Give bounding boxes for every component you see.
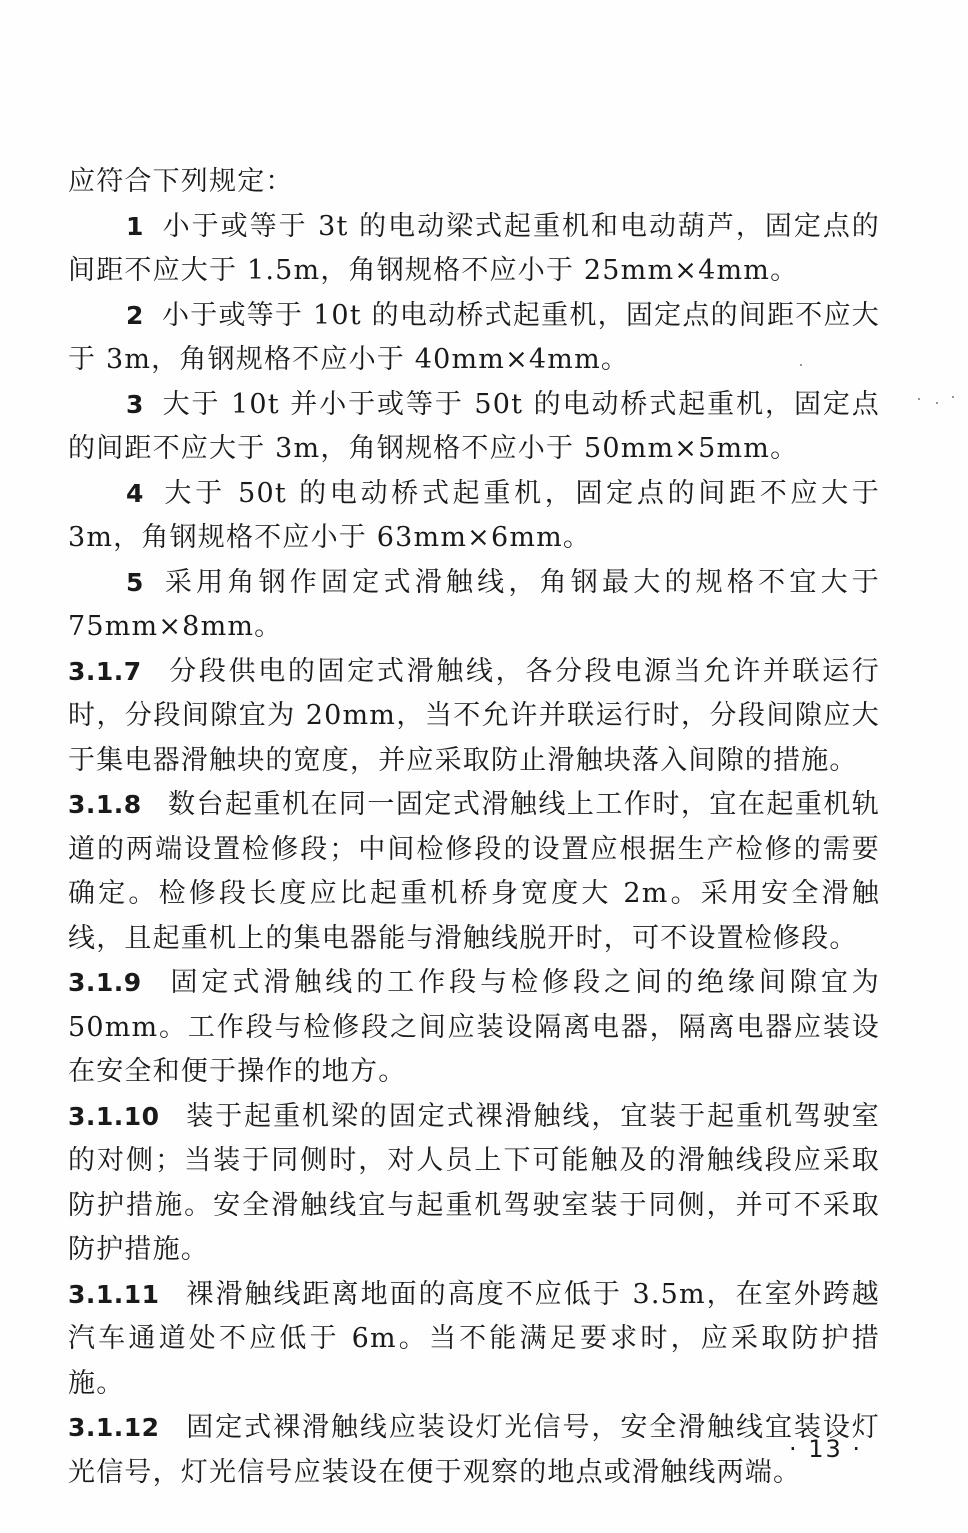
- list-item: [68, 561, 880, 650]
- clause-number: 3.1.8: [68, 790, 142, 819]
- clause-number: 3.1.11: [68, 1279, 160, 1309]
- item-text: 小于或等于 10t 的电动桥式起重机，固定点的间距不应大于 3m，角钢规格不应小于 40mm×4mm。: [68, 299, 880, 375]
- clause-text: 固定式裸滑触线应装设灯光信号，安全滑触线宜装设灯光信号，灯光信号应装设在便于观察的地点或滑触线两端。: [68, 1412, 880, 1488]
- item-number: 3: [126, 389, 144, 419]
- intro-line: 应符合下列规定：: [68, 166, 294, 197]
- clause-text: 装于起重机梁的固定式裸滑触线，宜装于起重机驾驶室的对侧；当装于同侧时，对人员上下可能触及的滑触线段应采取防护措施。安全滑触线宜与起重机驾驶室装于同侧，并可不采取防护措施。: [68, 1100, 880, 1265]
- clause-number: 3.1.10: [68, 1101, 160, 1131]
- clause-text: 固定式滑触线的工作段与检修段之间的绝缘间隙宜为50mm。工作段与检修段之间应装设隔离电器，隔离电器应装设在安全和便于操作的地方。: [68, 967, 880, 1087]
- clause-number: 3.1.9: [68, 968, 142, 997]
- item-number: 4: [126, 478, 144, 508]
- body-text: [68, 160, 880, 1495]
- clause-paragraph: [68, 1273, 880, 1407]
- item-text: 大于 10t 并小于或等于 50t 的电动桥式起重机，固定点的间距不应大于 3m，角钢规格不应小于 50mm×5mm。: [68, 388, 880, 464]
- page-number: · 13 ·: [788, 1435, 862, 1463]
- item-text: 小于或等于 3t 的电动梁式起重机和电动葫芦，固定点的间距不应大于 1.5m，角钢规格不应小于 25mm×4mm。: [68, 210, 880, 286]
- list-item: [68, 294, 880, 383]
- list-item: [68, 472, 880, 561]
- item-text: 采用角钢作固定式滑触线，角钢最大的规格不宜大于75mm×8mm。: [68, 566, 880, 642]
- list-item: [68, 383, 880, 472]
- item-number: 2: [126, 300, 144, 330]
- clause-text: 裸滑触线距离地面的高度不应低于 3.5m，在室外跨越汽车通道处不应低于 6m。当不能满足要求时，应采取防护措施。: [68, 1278, 880, 1399]
- clause-text: 分段供电的固定式滑触线，各分段电源当允许并联运行时，分段间隙宜为 20mm，当不允许并联运行时，分段间隙应大于集电器滑触块的宽度，并应采取防止滑触块落入间隙的措施。: [68, 655, 880, 776]
- clause-paragraph: [68, 650, 880, 784]
- clause-paragraph: [68, 1406, 880, 1495]
- clause-text: 数台起重机在同一固定式滑触线上工作时，宜在起重机轨道的两端设置检修段；中间检修段的设置应根据生产检修的需要确定。检修段长度应比起重机桥身宽度大 2m。采用安全滑触线，且起重机上的集电器能与滑触线脱开时，可不设置检修段。: [68, 789, 880, 954]
- scan-speck: [800, 364, 802, 366]
- clause-number: 3.1.7: [68, 656, 142, 686]
- list-item: [68, 205, 880, 294]
- clause-paragraph: [68, 783, 880, 961]
- clause-paragraph: [68, 1095, 880, 1273]
- item-number: 5: [126, 567, 144, 597]
- scan-speck: [936, 402, 938, 404]
- item-number: 1: [126, 211, 144, 241]
- item-text: 大于 50t 的电动桥式起重机，固定点的间距不应大于 3m，角钢规格不应小于 63mm×6mm。: [68, 477, 880, 553]
- clause-number: 3.1.12: [68, 1413, 160, 1442]
- clause-paragraph: [68, 961, 880, 1095]
- scan-speck: [952, 396, 954, 398]
- scan-speck: [918, 398, 920, 400]
